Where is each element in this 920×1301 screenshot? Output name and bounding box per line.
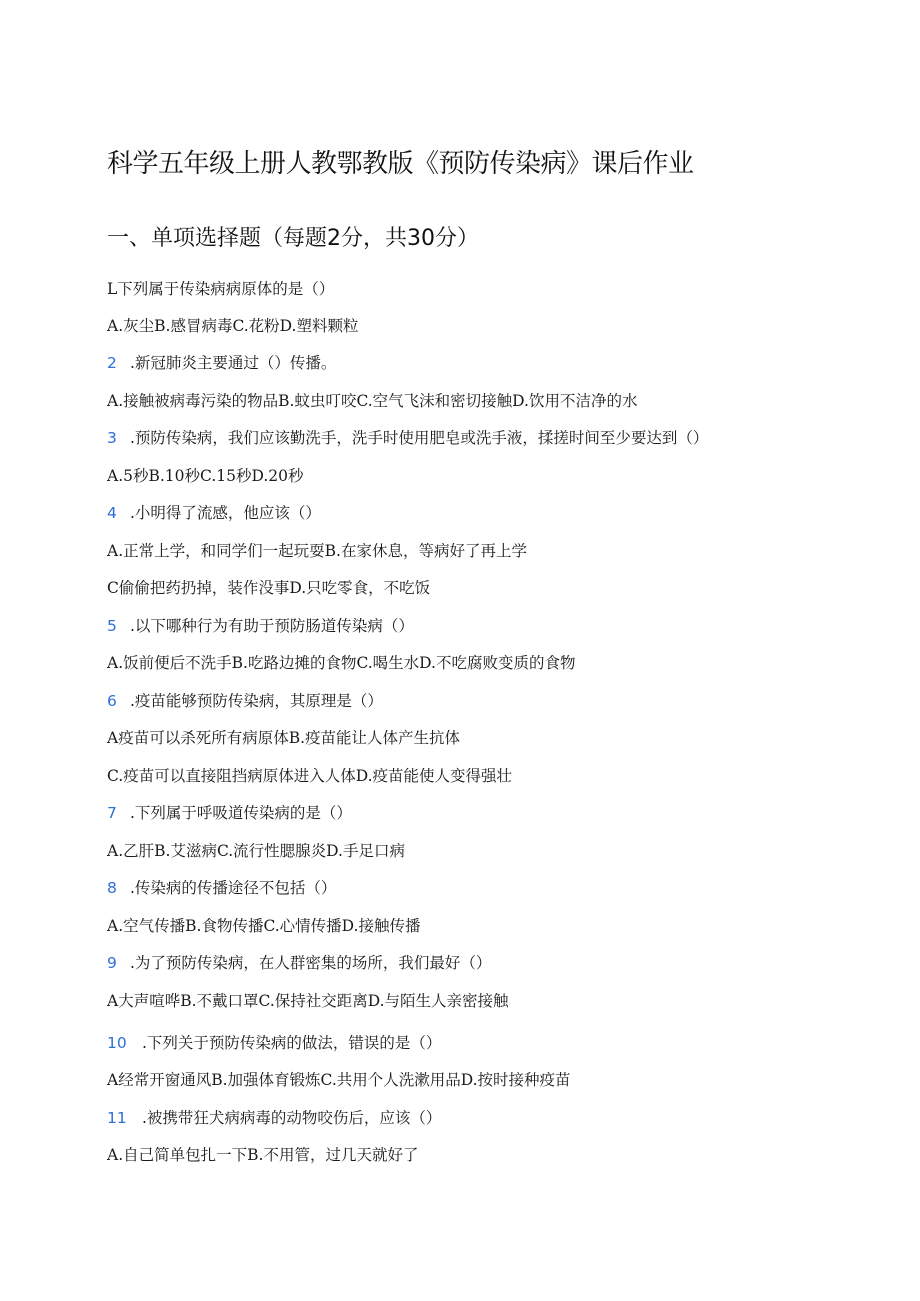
question-stem — [107, 1106, 887, 1130]
question-options: A经常开窗通风B.加强体育锻炼C.共用个人洗漱用品D.按时接种疫苗 — [107, 1071, 571, 1089]
question-text: .预防传染病，我们应该勤洗手，洗手时使用肥皂或洗手液，揉搓时间至少要达到（） — [129, 429, 709, 447]
question-text: .传染病的传播途径不包括（） — [129, 879, 337, 897]
question-text: .新冠肺炎主要通过（）传播。 — [129, 354, 337, 372]
question-stem — [107, 614, 887, 638]
question-options: A.正常上学，和同学们一起玩耍B.在家休息，等病好了再上学 — [107, 542, 527, 560]
question-text: .疫苗能够预防传染病，其原理是（） — [129, 692, 383, 710]
question-options: C.疫苗可以直接阻挡病原体进入人体D.疫苗能使人变得强壮 — [107, 767, 513, 785]
question-number: 10 — [107, 1034, 127, 1052]
question-stem — [107, 689, 887, 713]
question-text: .为了预防传染病，在人群密集的场所，我们最好（） — [129, 954, 492, 972]
question-number: 4 — [107, 504, 117, 522]
question-text: .以下哪种行为有助于预防肠道传染病（） — [129, 617, 414, 635]
question-options: A.自己简单包扎一下B.不用管，过几天就好了 — [107, 1146, 419, 1164]
question-options: A.乙肝B.艾滋病C.流行性腮腺炎D.手足口病 — [107, 842, 405, 860]
document-title: 科学五年级上册人教鄂教版《预防传染病》课后作业 — [107, 149, 694, 179]
question-options: A.饭前便后不洗手B.吃路边摊的食物C.喝生水D.不吃腐败变质的食物 — [107, 654, 576, 672]
question-number: 2 — [107, 354, 117, 372]
question-stem — [107, 501, 887, 525]
question-options: A大声喧哗B.不戴口罩C.保持社交距离D.与陌生人亲密接触 — [107, 992, 509, 1010]
question-stem — [107, 1031, 887, 1055]
question-stem — [107, 351, 887, 375]
question-stem — [107, 951, 887, 975]
question-number: 7 — [107, 804, 117, 822]
question-options: C偷偷把药扔掉，装作没事D.只吃零食，不吃饭 — [107, 579, 431, 597]
question-options: A.5秒B.10秒C.15秒D.20秒 — [107, 467, 304, 485]
question-number: 9 — [107, 954, 117, 972]
question-stem — [107, 426, 887, 450]
question-stem — [107, 876, 887, 900]
question-number: 5 — [107, 617, 117, 635]
question-options: A.接触被病毒污染的物品B.蚊虫叮咬C.空气飞沫和密切接触D.饮用不洁净的水 — [107, 392, 638, 410]
question-text: L下列属于传染病病原体的是（） — [107, 280, 335, 298]
question-text: .下列关于预防传染病的做法，错误的是（） — [141, 1034, 442, 1052]
question-text: .被携带狂犬病病毒的动物咬伤后，应该（） — [141, 1109, 442, 1127]
question-number: 3 — [107, 429, 117, 447]
question-number: 11 — [107, 1109, 127, 1127]
question-text: .下列属于呼吸道传染病的是（） — [129, 804, 352, 822]
question-options: A.空气传播B.食物传播C.心情传播D.接触传播 — [107, 917, 421, 935]
question-options: A.灰尘B.感冒病毒C.花粉D.塑料颗粒 — [107, 317, 359, 335]
question-options: A疫苗可以杀死所有病原体B.疫苗能让人体产生抗体 — [107, 729, 461, 747]
section-heading: 一、单项选择题（每题2分，共30分） — [107, 226, 479, 251]
question-number: 6 — [107, 692, 117, 710]
question-stem — [107, 801, 887, 825]
question-text: .小明得了流感，他应该（） — [129, 504, 321, 522]
question-number: 8 — [107, 879, 117, 897]
question-stem — [107, 277, 887, 301]
